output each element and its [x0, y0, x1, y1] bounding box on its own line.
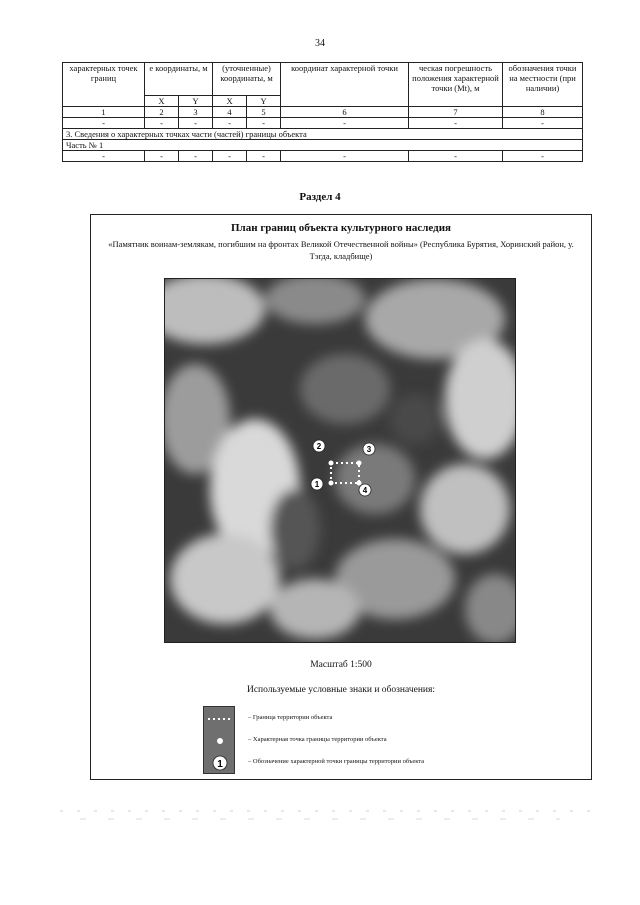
header-coordinates: е координаты, м	[145, 63, 213, 96]
svg-text:1: 1	[314, 480, 320, 489]
header-accuracy: ческая погрешность положения характерной точки (Mt), м	[409, 63, 503, 107]
col-number: 4	[213, 107, 247, 118]
table-header-row	[63, 63, 583, 96]
table-part-row	[63, 140, 583, 151]
table-row-empty	[63, 118, 583, 129]
svg-text:4: 4	[362, 486, 368, 495]
aerial-map	[164, 278, 516, 643]
axis-x: X	[145, 96, 179, 107]
cell-dash: -	[409, 151, 503, 162]
header-method: координат характерной точки	[281, 63, 409, 107]
cell-dash: -	[247, 151, 281, 162]
col-number: 5	[247, 107, 281, 118]
col-number: 7	[409, 107, 503, 118]
axis-y: Y	[179, 96, 213, 107]
legend-boundary-text: – Граница территории объекта	[248, 714, 333, 721]
point-label-4	[359, 484, 371, 496]
table-row-empty	[63, 151, 583, 162]
table-section-row	[63, 129, 583, 140]
svg-text:2: 2	[316, 442, 322, 451]
cell-dash: -	[503, 118, 583, 129]
cell-dash: -	[63, 151, 145, 162]
boundary-point	[329, 461, 334, 466]
svg-text:1: 1	[217, 759, 223, 770]
footer-noise	[60, 805, 590, 825]
point-label-2	[313, 440, 325, 452]
cell-dash: -	[213, 118, 247, 129]
map-scale: Масштаб 1:500	[310, 660, 372, 670]
boundary-point	[329, 481, 334, 486]
legend-point-symbol	[217, 738, 223, 744]
aerial-image	[165, 279, 516, 643]
part-1-label: Часть № 1	[63, 140, 583, 151]
point-label-1	[311, 478, 323, 490]
cell-dash: -	[179, 151, 213, 162]
legend-heading: Используемые условные знаки и обозначения:	[246, 685, 435, 695]
header-points: характерных точек границ	[63, 63, 145, 107]
col-number: 8	[503, 107, 583, 118]
section-title: Раздел 4	[299, 191, 341, 203]
page-number: 34	[315, 38, 325, 49]
cell-dash: -	[281, 151, 409, 162]
coordinates-table	[62, 62, 583, 162]
col-number: 1	[63, 107, 145, 118]
legend-number-text: – Обозначение характерной точки границы территории объекта	[248, 758, 425, 765]
cell-dash: -	[213, 151, 247, 162]
col-number: 2	[145, 107, 179, 118]
boundary-point	[357, 461, 362, 466]
cell-dash: -	[145, 151, 179, 162]
col-number: 3	[179, 107, 213, 118]
col-number: 6	[281, 107, 409, 118]
point-label-3	[363, 443, 375, 455]
axis-y-refined: Y	[247, 96, 281, 107]
legend-point-text: – Характерная точка границы территории объекта	[248, 736, 387, 743]
section-3-heading: 3. Сведения о характерных точках части (частей) границы объекта	[63, 129, 583, 140]
header-marking: обозначения точки на местности (при наличии)	[503, 63, 583, 107]
cell-dash: -	[179, 118, 213, 129]
header-refined-coordinates: (уточненные) координаты, м	[213, 63, 281, 96]
plan-title: План границ объекта культурного наследия	[231, 222, 451, 234]
cell-dash: -	[145, 118, 179, 129]
cell-dash: -	[503, 151, 583, 162]
cell-dash: -	[63, 118, 145, 129]
legend-swatch-panel	[203, 706, 235, 774]
boundary-point	[357, 481, 362, 486]
cell-dash: -	[247, 118, 281, 129]
cell-dash: -	[409, 118, 503, 129]
legend-number-symbol	[213, 756, 227, 770]
cell-dash: -	[281, 118, 409, 129]
plan-subtitle: «Памятник воинам-землякам, погибшим на фронтах Великой Отечественной войны» (Республика Бурятия, Хоринский район, у. Тэгда, кладбище)	[108, 239, 574, 261]
table-row-numbers	[63, 107, 583, 118]
svg-text:3: 3	[366, 445, 372, 454]
axis-x-refined: X	[213, 96, 247, 107]
